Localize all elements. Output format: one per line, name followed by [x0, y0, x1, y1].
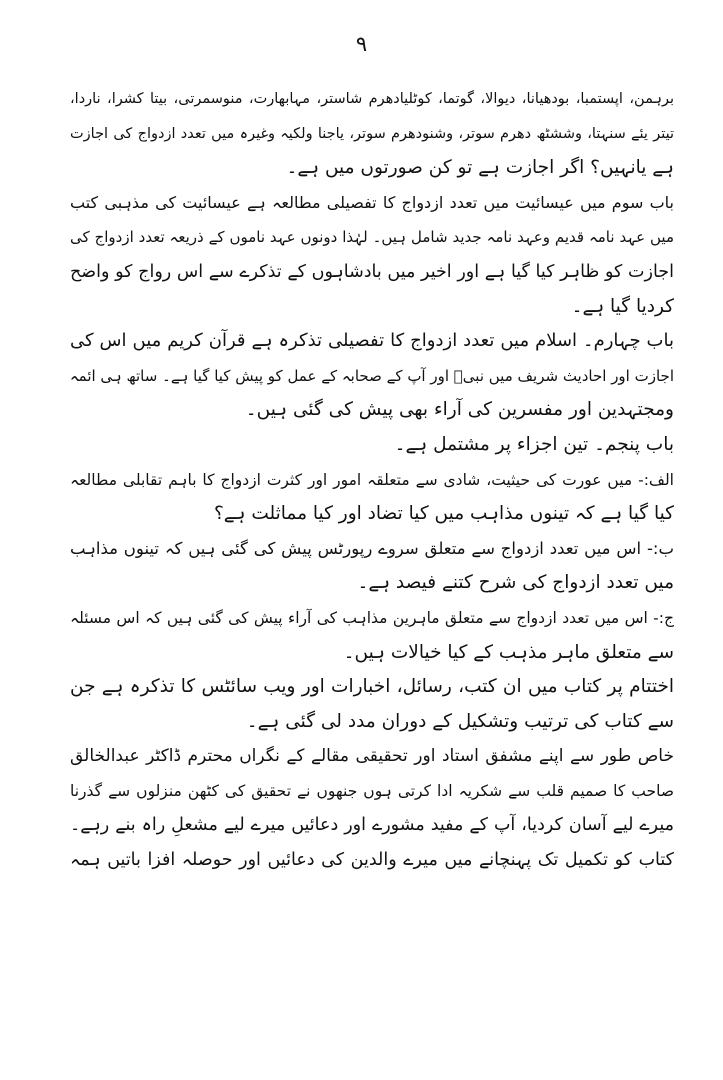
text-line: اجازت اور احادیث شریف میں نبیؐ اور آپ کے صحابہ کے عمل کو پیش کیا گیا ہے۔ ساتھ ہی ائمہ	[69, 366, 674, 385]
text-line: الف:- میں عورت کی حیثیت، شادی سے متعلقہ امور اور کثرت ازدواج کا باہم تقابلی مطالعہ	[70, 470, 674, 489]
text-line: میں عہد نامہ قدیم وعہد نامہ جدید شامل ہیں۔ لہٰذا دونوں عہد ناموں کے ذریعہ تعدد ازدواج کی	[70, 228, 674, 247]
text-line: برہمن، اپستمبا، بودھیانا، دیوالا، گوتما، کوٹلیادھرم شاستر، مہابھارت، منوسمرتی، بیتا کشرا، ناردا،	[70, 91, 674, 107]
text-line: اجازت کو ظاہر کیا گیا ہے اور اخیر میں بادشاہوں کے تذکرے سے اس رواج کو واضح	[70, 261, 674, 282]
text-line: اختتام پر کتاب میں ان کتب، رسائل، اخبارات اور ویب سائٹس کا تذکرہ ہے جن	[70, 676, 674, 698]
text-line: میں تعدد ازدواج کی شرح کتنے فیصد ہے۔	[357, 572, 674, 594]
text-line: باب چہارم۔ اسلام میں تعدد ازدواج کا تفصیلی تذکرہ ہے قرآن کریم میں اس کی	[70, 330, 674, 352]
text-line: تیتر یئے سنہتا، وششٹھ دھرم سوتر، وشنودھرم سوتر، یاجنا ولکیہ وغیرہ میں تعدد ازدواج کی اجازت	[70, 125, 674, 142]
text-line: کردیا گیا ہے۔	[571, 295, 674, 317]
body-text	[70, 82, 674, 878]
text-line: ب:- اس میں تعدد ازدواج سے متعلق سروے رپورٹس پیش کی گئی ہیں کہ تینوں مذاہب	[70, 538, 674, 558]
text-line: سے کتاب کی ترتیب وتشکیل کے دوران مدد لی گئی ہے۔	[246, 710, 674, 732]
text-line: کتاب کو تکمیل تک پہنچانے میں میرے والدین کی دعائیں اور حوصلہ افزا باتیں ہمہ	[70, 850, 674, 871]
text-line: صاحب کا صمیم قلب سے شکریہ ادا کرتی ہوں جنھوں نے تحقیق کی کٹھن منزلوں سے گذرنا	[70, 781, 674, 800]
text-line: کیا گیا ہے کہ تینوں مذاہب میں کیا تضاد اور کیا مماثلت ہے؟	[213, 503, 674, 525]
text-line: ہے یانہیں؟ اگر اجازت ہے تو کن صورتوں میں ہے۔	[286, 157, 674, 179]
page-number: ۹	[355, 32, 368, 56]
text-line: ومجتہدین اور مفسرین کی آراء بھی پیش کی گئی ہیں۔	[245, 399, 674, 421]
text-line: باب پنجم۔ تین اجزاء پر مشتمل ہے۔	[394, 433, 674, 455]
text-line: سے متعلق ماہر مذہب کے کیا خیالات ہیں۔	[343, 641, 674, 663]
text-line: باب سوم میں عیسائیت میں تعدد ازدواج کا تفصیلی مطالعہ ہے عیسائیت کی مذہبی کتب	[70, 192, 674, 212]
text-line: خاص طور سے اپنے مشفق استاد اور تحقیقی مقالے کے نگراں محترم ڈاکٹر عبدالخالق	[70, 746, 674, 767]
text-line: ج:- اس میں تعدد ازدواج سے متعلق ماہرین مذاہب کی آراء پیش کی گئی ہیں کہ اس مسئلہ	[70, 608, 674, 627]
text-line: میرے لیے آسان کردیا، آپ کے مفید مشورے اور دعائیں میرے لیے مشعلِ راہ بنے رہے۔	[70, 815, 674, 836]
